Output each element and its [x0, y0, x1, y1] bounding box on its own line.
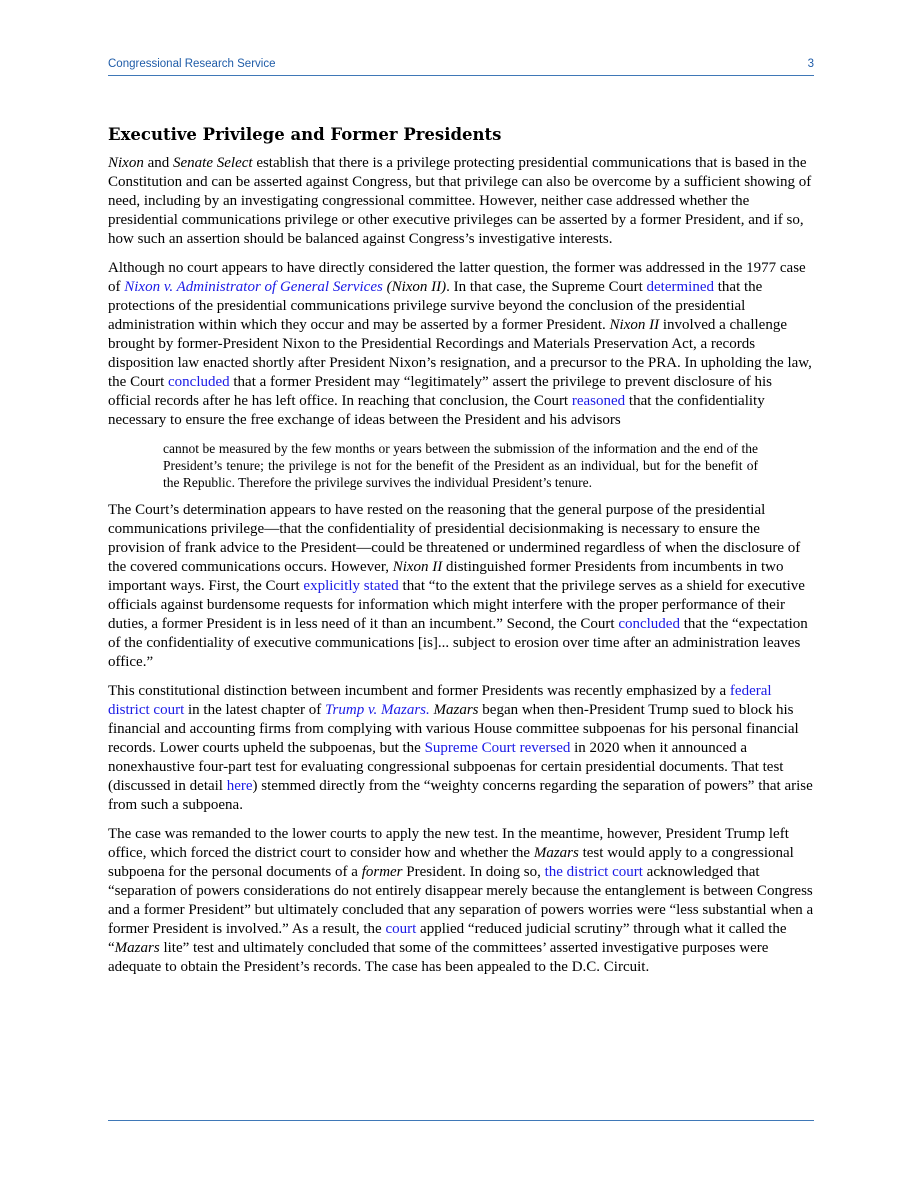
block-quote: cannot be measured by the few months or years between the submission of the information and the end of the President’s tenure; the privilege is not for the benefit of the President as an individual, but for the benefit of the Republic. Therefore the privilege survives the individual President’s tenure.	[163, 441, 758, 490]
text-run: applied “reduced judicial scrutiny” through what it called the “	[108, 921, 787, 956]
text-run: . In that case, the Supreme Court	[446, 279, 647, 295]
running-header	[108, 57, 814, 76]
link-supreme-court-reversed[interactable]: Supreme Court reversed	[424, 740, 571, 756]
page-number: 3	[807, 58, 814, 70]
case-name-senate-select: Senate Select	[173, 155, 253, 171]
link-concluded[interactable]: concluded	[618, 616, 680, 632]
emphasis-former: former	[361, 864, 403, 880]
link-here[interactable]: here	[226, 778, 253, 794]
text-run: This constitutional distinction between incumbent and former Presidents was recently emphasized by a	[108, 683, 730, 699]
text-run: began when then-President Trump sued to block his financial and accounting firms from complying with various House committee subpoenas for his personal financial records. Lower courts upheld the subpoenas, but the	[108, 702, 799, 756]
text-run: establish that there is a privilege protecting presidential communications that is based in the Constitution and can be asserted against Congress, but that privilege can also be overcome by a sufficient showing of need, including by an investigating congressional committee. However, neither case addressed whether the presidential communications privilege or other executive privileges can be asserted by a former President, and if so, how such an assertion should be balanced against Congress’s investigative interests.	[108, 155, 812, 247]
link-determined[interactable]: determined	[646, 279, 714, 295]
text-run: that the “expectation of the confidentiality of executive communications [is]... subject to erosion over time after an administration leaves office.”	[108, 616, 808, 670]
text-run: in the latest chapter of	[184, 702, 326, 718]
case-name-mazars: Mazars	[114, 940, 160, 956]
text-run: acknowledged that “separation of powers considerations do not entirely disappear merely because the entanglement is between Congress and a former President” but ultimately concluded that any separation of powers worries were “less substantial when a former President is involved.” As a result, the	[108, 864, 814, 937]
text-run: that the confidentiality necessary to ensure the free exchange of ideas between the President and his advisors	[108, 393, 765, 428]
text-run: President. In doing so,	[402, 864, 545, 880]
case-short-name: (Nixon II)	[382, 279, 447, 295]
case-name-nixon-ii: Nixon II	[609, 317, 660, 333]
text-run: lite” test and ultimately concluded that some of the committees’ asserted investigative purposes were adequate to obtain the President’s records. The case has been appealed to the D.C. Circuit.	[108, 940, 769, 975]
case-name-mazars: Mazars	[533, 845, 579, 861]
paragraph-1	[108, 154, 814, 249]
text-run: that the protections of the presidential communications privilege survive beyond the conclusion of the presidential administration within which they occur and may be asserted by a former President.	[108, 279, 763, 333]
text-run: The Court’s determination appears to have rested on the reasoning that the general purpose of the presidential communications privilege—that the confidentiality of presidential decisionmaking is necessary to ensure the provision of frank advice to the President—could be threatened or undermined regardless of when the disclosure of the covered communications occurs. However,	[108, 502, 801, 575]
text-run: ) stemmed directly from the “weighty concerns regarding the separation of powers” that arise from such a subpoena.	[108, 778, 813, 813]
paragraph-2	[108, 259, 814, 430]
text-run: and	[143, 155, 174, 171]
link-explicitly-stated[interactable]: explicitly stated	[303, 578, 399, 594]
text-run: that a former President may “legitimately” assert the privilege to prevent disclosure of his official records after he has left office. In reaching that conclusion, the Court	[108, 374, 772, 409]
case-name-mazars: Mazars	[433, 702, 479, 718]
link-nixon-v-administrator[interactable]: Nixon v. Administrator of General Services	[124, 279, 383, 295]
link-reasoned[interactable]: reasoned	[571, 393, 626, 409]
link-court[interactable]: court	[385, 921, 417, 937]
text-run: distinguished former Presidents from incumbents in two important ways. First, the Court	[108, 559, 784, 594]
case-name-nixon-ii: Nixon II	[392, 559, 443, 575]
footer-divider	[108, 1120, 814, 1121]
link-trump-v-mazars[interactable]: Trump v. Mazars.	[325, 702, 430, 718]
link-concluded[interactable]: concluded	[168, 374, 230, 390]
paragraph-5	[108, 825, 814, 977]
text-run: that “to the extent that the privilege serves as a shield for executive officials against burdensome requests for information which might interfere with the proper performance of their duties, a former President is in less need of it than an incumbent.” Second, the Court	[108, 578, 805, 632]
main-content	[108, 124, 814, 987]
case-name-nixon: Nixon	[108, 155, 144, 171]
link-federal-district-court[interactable]: federal district court	[108, 683, 772, 718]
text-run: Although no court appears to have directly considered the latter question, the former was addressed in the 1977 case of	[108, 260, 806, 295]
header-source: Congressional Research Service	[108, 58, 276, 70]
paragraph-3	[108, 501, 814, 672]
link-the-district-court[interactable]: the district court	[544, 864, 643, 880]
paragraph-4	[108, 682, 814, 815]
section-title: Executive Privilege and Former Presidents	[108, 125, 502, 144]
text-run: The case was remanded to the lower courts to apply the new test. In the meantime, however, President Trump left office, which forced the district court to consider how and whether the	[108, 826, 789, 861]
text-run: test would apply to a congressional subpoena for the personal documents of a	[108, 845, 794, 880]
text-run: in 2020 when it announced a nonexhaustive four-part test for evaluating congressional subpoenas for certain presidential documents. That test (discussed in detail	[108, 740, 784, 794]
text-run: involved a challenge brought by former-President Nixon to the Presidential Recordings and Materials Preservation Act, a records disposition law enacted shortly after President Nixon’s resignation, and a precursor to the PRA. In upholding the law, the Court	[108, 317, 812, 390]
